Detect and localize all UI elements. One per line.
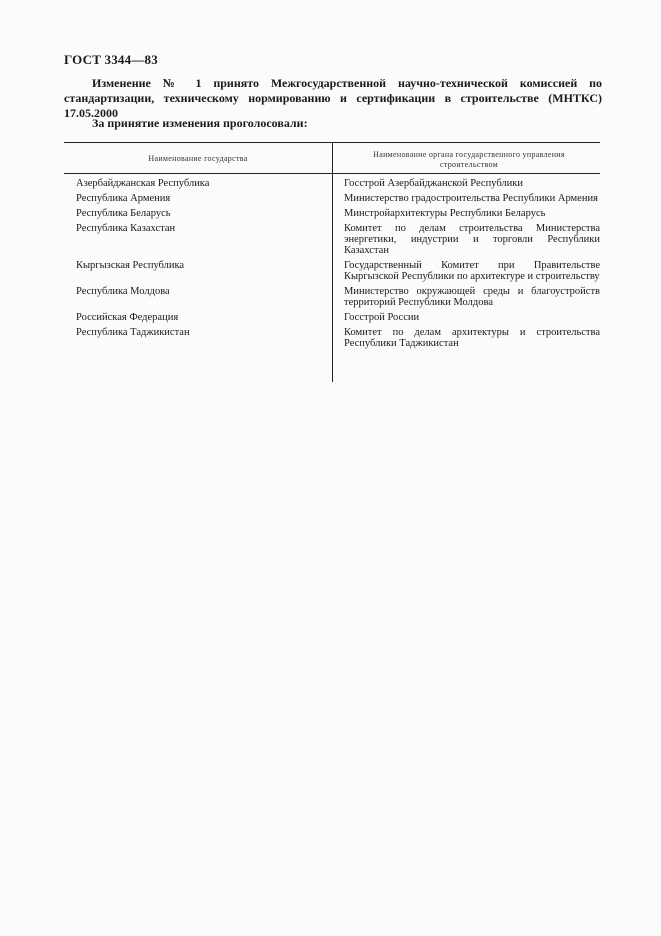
state-cell: Республика Молдова bbox=[76, 286, 170, 297]
org-cell: Комитет по делам строительства Министерства энергетики, индустрии и торговли Республики Казахстан bbox=[344, 223, 600, 256]
table-header-rule bbox=[64, 173, 600, 174]
org-cell: Государственный Комитет при Правительстве Кыргызской Республики по архитектуре и строительству bbox=[344, 260, 600, 282]
state-cell: Республика Беларусь bbox=[76, 208, 171, 219]
org-cell: Минстройархитектуры Республики Беларусь bbox=[344, 208, 546, 219]
table-row bbox=[64, 208, 600, 219]
document-id: ГОСТ 3344—83 bbox=[64, 52, 158, 67]
org-cell: Госстрой Азербайджанской Республики bbox=[344, 178, 523, 189]
org-cell: Комитет по делам архитектуры и строительства Республики Таджикистан bbox=[344, 327, 600, 349]
header-org: Наименование органа государственного управления строительством bbox=[373, 150, 565, 169]
state-cell: Азербайджанская Республика bbox=[76, 178, 210, 189]
table-row bbox=[64, 178, 600, 189]
voted-heading: За принятие изменения проголосовали: bbox=[92, 116, 308, 130]
table-row bbox=[64, 286, 600, 308]
state-cell: Республика Таджикистан bbox=[76, 327, 190, 338]
state-cell: Российская Федерация bbox=[76, 312, 179, 323]
org-cell: Министерство окружающей среды и благоустройств территорий Республики Молдова bbox=[344, 286, 600, 308]
org-cell: Министерство градостроительства Республики Армения bbox=[344, 193, 598, 204]
state-cell: Республика Казахстан bbox=[76, 223, 176, 234]
amendment-text: Изменение № 1 принято Межгосударственной научно-технической комиссией по стандартизации, техническому нормированию и сертификации в строительстве (МНТКС) 17.05.2000 bbox=[64, 76, 602, 120]
table-row bbox=[64, 312, 600, 323]
table-row bbox=[64, 223, 600, 256]
table-row bbox=[64, 193, 600, 204]
state-cell: Республика Армения bbox=[76, 193, 171, 204]
table-row bbox=[64, 260, 600, 282]
header-state: Наименование государства bbox=[148, 154, 248, 163]
table-body bbox=[64, 178, 600, 353]
org-cell: Госстрой России bbox=[344, 312, 420, 323]
state-cell: Кыргызская Республика bbox=[76, 260, 185, 271]
table-row bbox=[64, 327, 600, 349]
